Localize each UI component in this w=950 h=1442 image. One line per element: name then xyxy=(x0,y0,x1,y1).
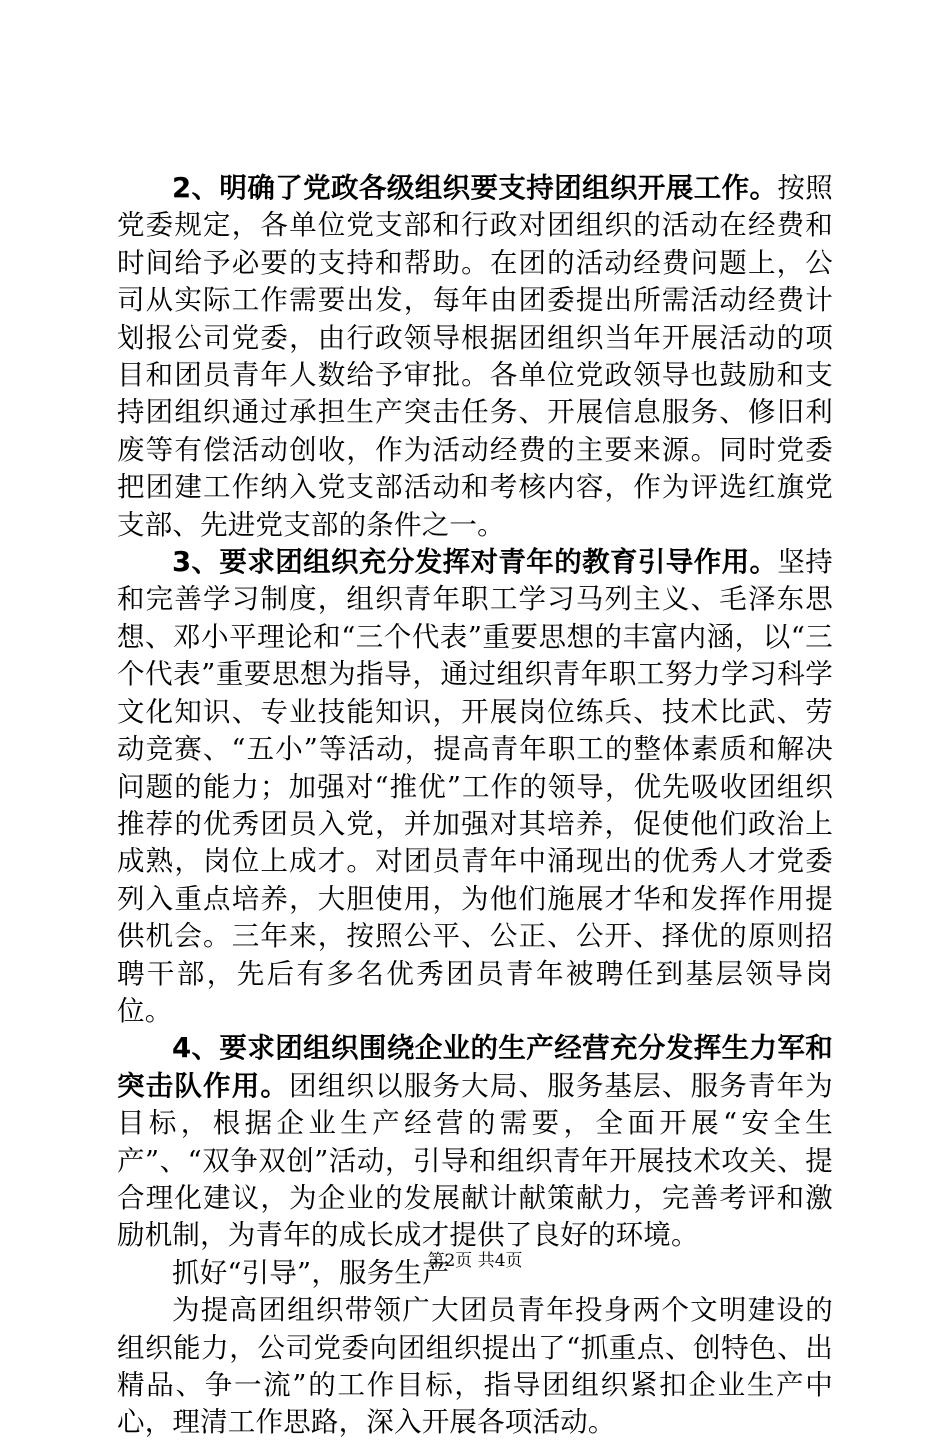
paragraph-2-lead: 2、明确了党政各级组织要支持团组织开展工作。 xyxy=(172,172,778,204)
paragraph-3-lead: 3、要求团组织充分发挥对青年的教育引导作用。 xyxy=(172,546,778,579)
section-heading-text: 抓好“引导”，服务生产 xyxy=(172,1256,450,1289)
paragraph-4-lead: 4、要求团组织围绕企业的生产经营充分发挥生力军和突击队作用。 xyxy=(117,1032,833,1102)
paragraph-5 xyxy=(117,1292,833,1442)
paragraph-2-text: 按照党委规定，各单位党支部和行政对团组织的活动在经费和时间给予必要的支持和帮助。在团的活动经费问题上，公司从实际工作需要出发，每年由团委提出所需活动经费计划报公司党委，由行政领导根据团组织当年开展活动的项目和团员青年人数给予审批。各单位党政领导也鼓励和支持团组织通过承担生产突击任务、开展信息服务、修旧利废等有偿活动创收，作为活动经费的主要来源。同时党委把团建工作纳入党支部活动和考核内容，作为评选红旗党支部、先进党支部的条件之一。 xyxy=(117,172,833,541)
paragraph-3 xyxy=(117,544,833,1030)
paragraph-4 xyxy=(117,1030,833,1254)
paragraph-5-text: 为提高团组织带领广大团员青年投身两个文明建设的组织能力，公司党委向团组织提出了“抓重点、创特色、出精品、争一流”的工作目标，指导团组织紧扣企业生产中心，理清工作思路，深入开展各项活动。 xyxy=(117,1294,833,1439)
paragraph-2 xyxy=(117,170,833,544)
paragraph-3-text: 坚持和完善学习制度，组织青年职工学习马列主义、毛泽东思想、邓小平理论和“三个代表”重要思想的丰富内涵，以“三个代表”重要思想为指导，通过组织青年职工努力学习科学文化知识、专业技能知识，开展岗位练兵、技术比武、劳动竞赛、“五小”等活动，提高青年职工的整体素质和解决问题的能力；加强对“推优”工作的领导，优先吸收团组织推荐的优秀团员入党，并加强对其培养，促使他们政治上成熟，岗位上成才。对团员青年中涌现出的优秀人才党委列入重点培养，大胆使用，为他们施展才华和发挥作用提供机会。三年来，按照公平、公正、公开、择优的原则招聘干部，先后有多名优秀团员青年被聘任到基层领导岗位。 xyxy=(117,546,833,1027)
page-number-footer: 第2页 共4页 xyxy=(427,1251,523,1271)
paragraph-4-text: 团组织以服务大局、服务基层、服务青年为目标，根据企业生产经营的需要，全面开展“安全生产”、“双争双创”活动，引导和组织青年开展技术攻关、提合理化建议，为企业的发展献计献策献力，完善考评和激励机制，为青年的成长成才提供了良好的环境。 xyxy=(117,1069,833,1252)
